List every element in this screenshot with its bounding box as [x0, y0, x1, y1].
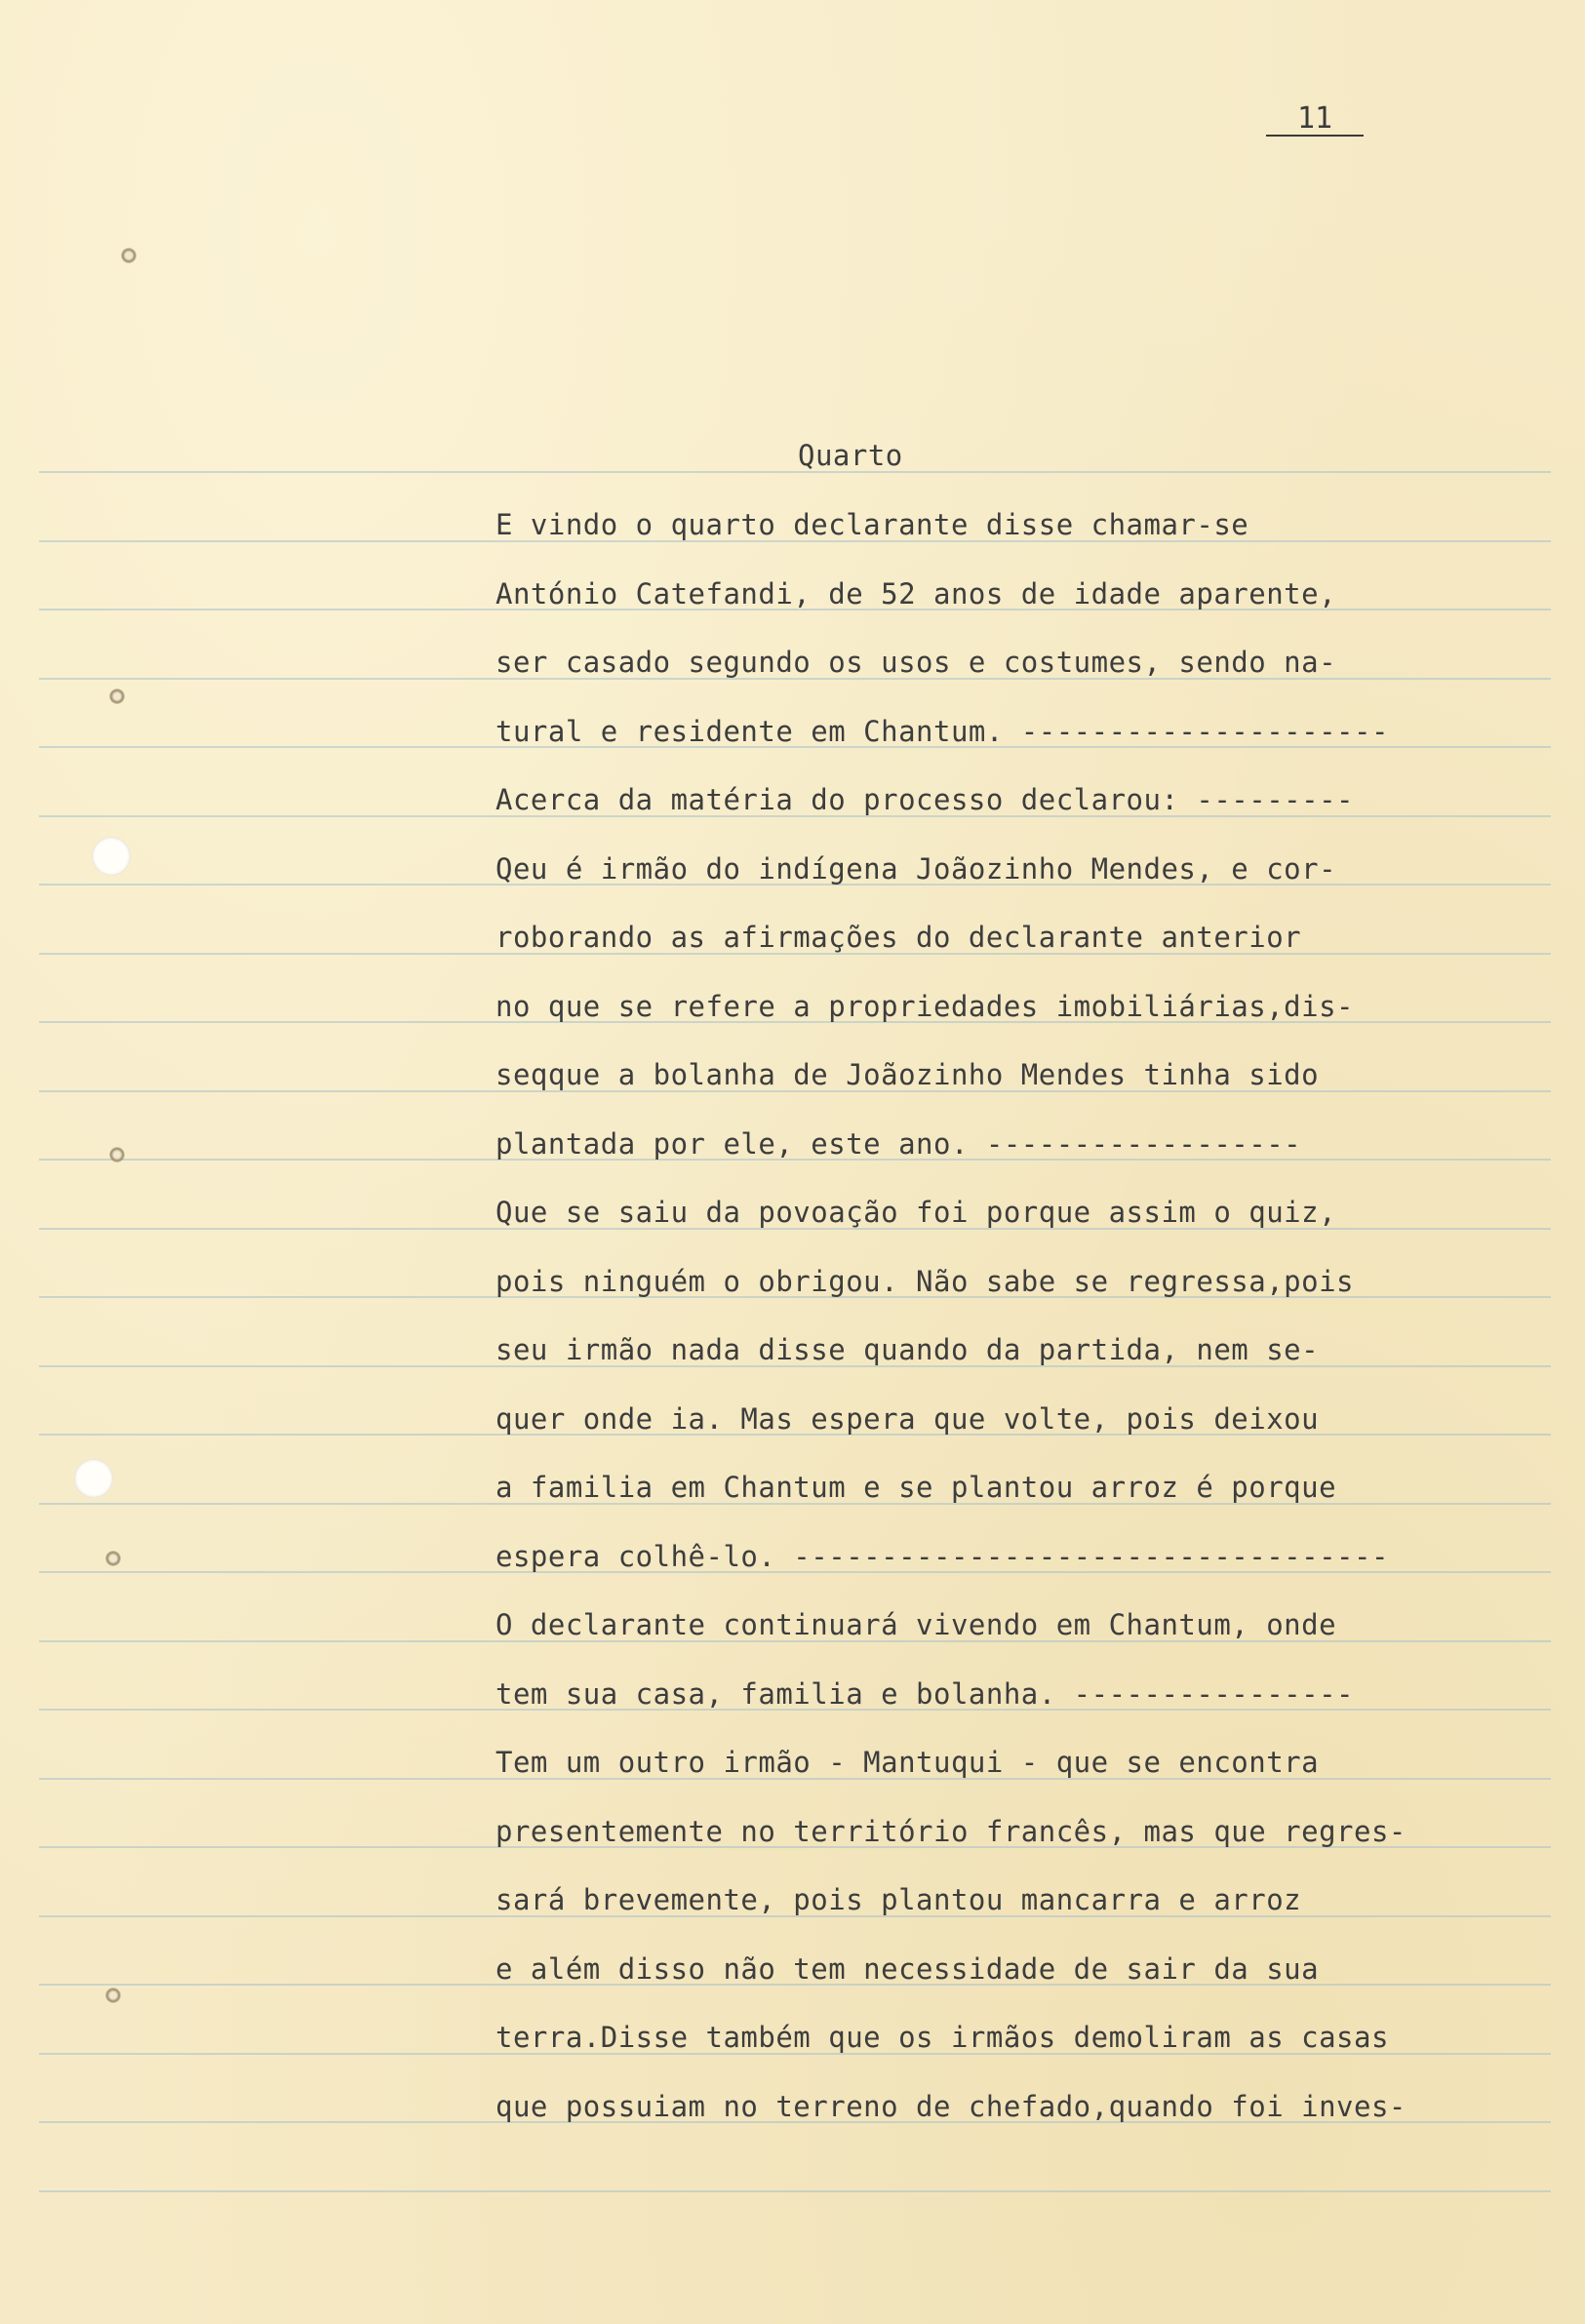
- text-line: António Catefandi, de 52 anos de idade aparente,: [495, 577, 1337, 611]
- text-line: presentemente no território francês, mas que regres-: [495, 1815, 1407, 1848]
- text-line: seqque a bolanha de Joãozinho Mendes tinha sido: [495, 1058, 1320, 1091]
- text-line: no que se refere a propriedades imobiliárias,dis-: [495, 990, 1355, 1023]
- pin-mark: [105, 1988, 121, 2003]
- punch-hole-top: [92, 837, 131, 876]
- pin-mark: [105, 1551, 121, 1566]
- section-heading: Quarto: [798, 439, 903, 472]
- page-number: 11: [1266, 103, 1364, 137]
- text-line: Tem um outro irmão - Mantuqui - que se encontra: [495, 1746, 1320, 1779]
- pin-mark: [121, 248, 137, 263]
- text-line: E vindo o quarto declarante disse chamar-se: [495, 508, 1249, 541]
- text-line: sará brevemente, pois plantou mancarra e arroz: [495, 1883, 1302, 1916]
- pin-mark: [109, 689, 125, 704]
- text-line: a familia em Chantum e se plantou arroz é porque: [495, 1471, 1337, 1504]
- text-line: espera colhê-lo. ----------------------------------: [495, 1540, 1389, 1573]
- text-line: Qeu é irmão do indígena Joãozinho Mendes, e cor-: [495, 852, 1337, 886]
- text-line: Acerca da matéria do processo declarou: ---------: [495, 783, 1355, 816]
- text-line: tural e residente em Chantum. ---------------------: [495, 715, 1389, 748]
- text-line: que possuiam no terreno de chefado,quando foi inves-: [495, 2090, 1407, 2123]
- text-line: Que se saiu da povoação foi porque assim o quiz,: [495, 1196, 1337, 1229]
- text-line: roborando as afirmações do declarante anterior: [495, 921, 1302, 954]
- text-line: terra.Disse também que os irmãos demoliram as casas: [495, 2021, 1389, 2054]
- text-line: e além disso não tem necessidade de sair da sua: [495, 1952, 1320, 1986]
- text-line: quer onde ia. Mas espera que volte, pois deixou: [495, 1402, 1320, 1436]
- text-line: O declarante continuará vivendo em Chantum, onde: [495, 1608, 1337, 1641]
- text-line: ser casado segundo os usos e costumes, sendo na-: [495, 646, 1337, 679]
- text-line: plantada por ele, este ano. ------------------: [495, 1127, 1302, 1161]
- text-line: seu irmão nada disse quando da partida, nem se-: [495, 1333, 1320, 1366]
- pin-mark: [109, 1147, 125, 1162]
- text-line: tem sua casa, familia e bolanha. ----------------: [495, 1677, 1355, 1711]
- punch-hole-bottom: [74, 1459, 113, 1498]
- text-line: pois ninguém o obrigou. Não sabe se regressa,pois: [495, 1265, 1355, 1298]
